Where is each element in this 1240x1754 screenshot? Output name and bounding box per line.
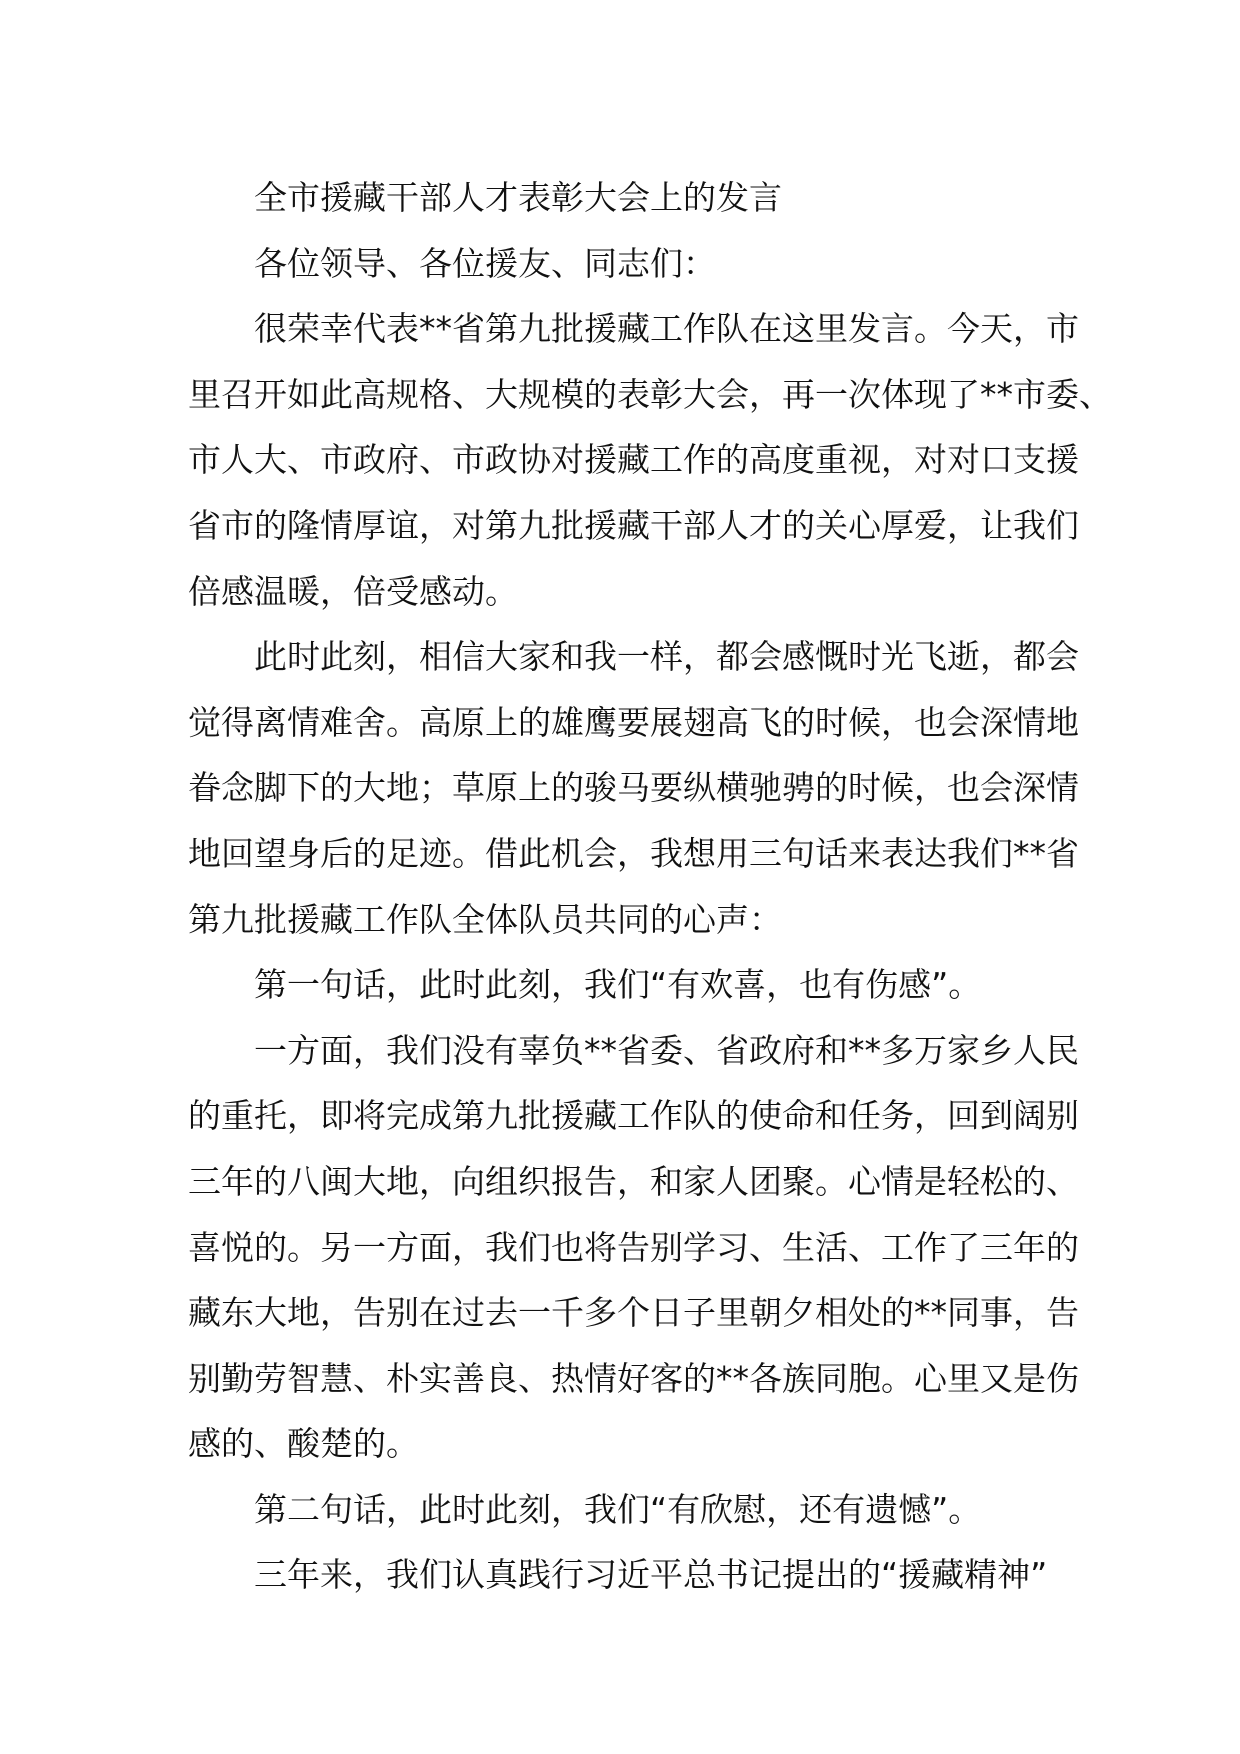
text-line: 一方面，我们没有辜负**省委、省政府和**多万家乡人民 [254,1030,1079,1070]
text-line: 喜悦的。另一方面，我们也将告别学习、生活、工作了三年的 [188,1227,1079,1267]
text-line: 第一句话，此时此刻，我们“有欢喜，也有伤感”。 [254,965,982,1005]
text-line: 里召开如此高规格、大规模的表彰大会，再一次体现了**市委、 [188,374,1112,414]
text-line: 别勤劳智慧、朴实善良、热情好客的**各族同胞。心里又是伤 [188,1358,1079,1398]
text-line: 眷念脚下的大地；草原上的骏马要纵横驰骋的时候，也会深情 [188,768,1079,808]
text-line: 第二句话，此时此刻，我们“有欣慰，还有遗憾”。 [254,1489,982,1529]
text-line: 三年的八闽大地，向组织报告，和家人团聚。心情是轻松的、 [188,1161,1079,1201]
document-body [188,165,1112,1608]
text-line: 感的、酸楚的。 [188,1424,419,1464]
text-line: 倍感温暖，倍受感动。 [188,571,518,611]
paragraph-reflection [188,624,1079,952]
text-line: 很荣幸代表**省第九批援藏工作队在这里发言。今天，市 [254,309,1079,349]
text-line: 此时此刻，相信大家和我一样，都会感慨时光飞逝，都会 [254,637,1079,677]
text-line: 全市援藏干部人才表彰大会上的发言 [254,178,782,217]
paragraph-second-point-detail [188,1542,1068,1608]
text-line: 觉得离情难舍。高原上的雄鹰要展翅高飞的时候，也会深情地 [188,702,1079,742]
text-line: 地回望身后的足迹。借此机会，我想用三句话来表达我们**省 [188,833,1079,873]
text-line: 的重托，即将完成第九批援藏工作队的使命和任务，回到阔别 [188,1096,1079,1136]
salutation [188,231,1068,297]
text-line: 省市的隆情厚谊，对第九批援藏干部人才的关心厚爱，让我们 [188,505,1079,545]
text-line: 第九批援藏工作队全体队员共同的心声： [188,899,782,939]
text-line: 各位领导、各位援友、同志们： [254,243,716,283]
paragraph-first-point-detail [188,1018,1079,1477]
text-line: 三年来，我们认真践行习近平总书记提出的“援藏精神” [254,1555,1048,1595]
paragraph-first-point [188,952,1068,1018]
speech-title [188,165,1068,231]
paragraph-opening [188,296,1112,624]
text-line: 藏东大地，告别在过去一千多个日子里朝夕相处的**同事，告 [188,1293,1079,1333]
paragraph-second-point [188,1477,1068,1543]
text-line: 市人大、市政府、市政协对援藏工作的高度重视，对对口支援 [188,440,1079,480]
